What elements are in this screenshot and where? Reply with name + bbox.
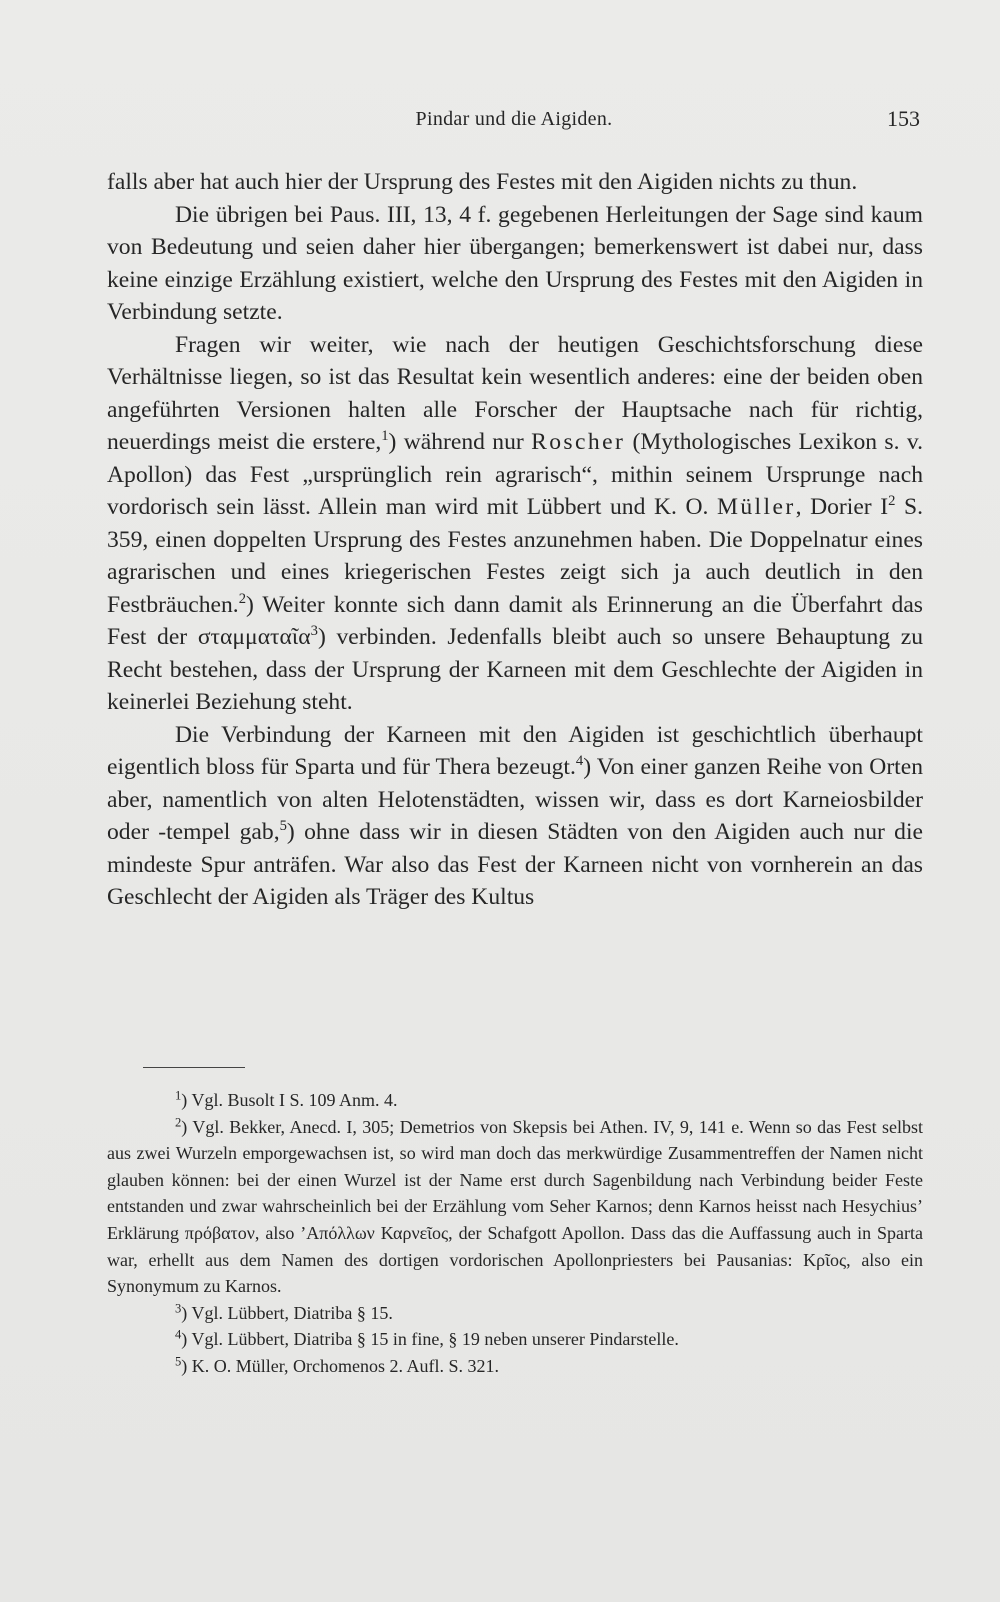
footnote-2 xyxy=(107,1114,923,1300)
edition-superscript: 2 xyxy=(888,493,896,510)
footnote-4 xyxy=(107,1326,923,1353)
paragraph-3-text-f: ) Weiter konnte sich dann damit als Erinnerung an die Überfahrt das Fest der σταμματαῖα xyxy=(107,591,923,650)
paragraph-4-text-b: ) Von einer ganzen Reihe von Orten aber, namentlich von alten Helotenstädten, wissen wir, dass es dort Karneiosbilder oder -tempel gab, xyxy=(107,754,923,845)
paragraph-3 xyxy=(107,329,923,719)
footnote-3-text: ) Vgl. Lübbert, Diatriba § 15. xyxy=(181,1302,393,1323)
footnote-3-mark: 3 xyxy=(175,1301,182,1316)
author-mueller: Müller xyxy=(716,494,796,520)
paragraph-3-text-g: ) verbinden. Jedenfalls bleibt auch so unsere Behauptung zu Recht bestehen, dass der Ursprung der Karneen mit dem Geschlechte der Aigiden in keinerlei Beziehung steht. xyxy=(107,624,924,715)
footnote-rule xyxy=(143,1067,245,1068)
page-header xyxy=(108,108,920,138)
footnote-5 xyxy=(107,1353,923,1380)
running-head: Pindar und die Aigiden. xyxy=(415,108,613,130)
paragraph-3-text-a: Fragen wir weiter, wie nach der heutigen Geschichtsforschung diese Verhältnisse liegen, so ist das Resultat kein wesentlich anderes: eine der beiden oben angeführten Versionen halten alle Forscher der Hauptsache nach für richtig, neuerdings meist die erstere, xyxy=(107,331,923,455)
paragraph-4 xyxy=(107,719,923,914)
page-number: 153 xyxy=(887,106,920,131)
footnote-ref-3: 3 xyxy=(310,623,318,640)
footnote-1 xyxy=(107,1087,923,1114)
footnote-ref-5: 5 xyxy=(279,818,287,835)
footnote-5-text: ) K. O. Müller, Orchomenos 2. Aufl. S. 321. xyxy=(181,1355,500,1376)
footnote-1-text: ) Vgl. Busolt I S. 109 Anm. 4. xyxy=(181,1090,398,1110)
footnote-2-mark: 2 xyxy=(175,1115,182,1130)
footnote-2-text: ) Vgl. Bekker, Anecd. I, 305; Demetrios von Skepsis bei Athen. IV, 9, 141 e. Wenn so das Fest selbst aus zwei Wurzeln emporgewachsen ist, so wird man doch das merkwürdige Zusammentreffen der Namen nicht glauben können: bei der einen Wurzel ist der Name erst durch Sagenbildung nach Verbindung beider Feste entstanden und zwar wahrscheinlich bei der Erzählung vom Seher Karnos; denn Karnos heisst nach Hesychius’ Erklärung πρόβατον, also ’Απόλλων Καρνεῖος, der Schafgott Apollon. Dass das die Auffassung auch in Sparta war, erhellt aus dem Namen des dortigen vordorischen Apollonpriesters bei Pausanias: Κρῖος, also ein Synonymum zu Karnos. xyxy=(107,1116,923,1297)
paragraph-4-text-a: Die Verbindung der Karneen mit den Aigiden ist geschichtlich überhaupt eigentlich bloss für Sparta und für Thera bezeugt. xyxy=(107,721,923,780)
footnote-ref-4: 4 xyxy=(575,753,584,770)
footnote-3 xyxy=(107,1300,923,1327)
footnote-5-mark: 5 xyxy=(175,1354,182,1369)
paragraph-1: falls aber hat auch hier der Ursprung des Festes mit den Aigiden nichts zu thun. xyxy=(107,169,858,195)
author-roscher: Roscher xyxy=(531,429,626,455)
footnote-1-mark: 1 xyxy=(175,1088,182,1103)
paragraph-4-text-c: ) ohne dass wir in diesen Städten von den Aigiden auch nur die mindeste Spur anträfen. War also das Fest der Karneen nicht von vornherein an das Geschlecht der Aigiden als Träger des Kultus xyxy=(107,819,923,910)
paragraph-2: Die übrigen bei Paus. III, 13, 4 f. gegebenen Herleitungen der Sage sind kaum von Bedeutung und seien daher hier übergangen; bemerkenswert ist dabei nur, dass keine einzige Erzählung existiert, welche den Ursprung des Festes mit den Aigiden in Verbindung setzte. xyxy=(107,201,923,325)
footnote-ref-2: 2 xyxy=(238,590,247,607)
paragraph-3-text-b: ) während nur xyxy=(388,429,532,455)
footnote-ref-1: 1 xyxy=(381,428,389,445)
paragraph-3-text-e: S. 359, einen doppelten Ursprung des Festes anzunehmen haben. Die Doppelnatur eines agrarischen und eines kriegerischen Festes zeigt sich ja auch deutlich in den Festbräuchen. xyxy=(107,494,923,618)
footnote-4-mark: 4 xyxy=(175,1328,182,1343)
footnotes xyxy=(107,1087,923,1380)
main-text xyxy=(107,166,923,914)
footnote-4-text: ) Vgl. Lübbert, Diatriba § 15 in fine, § 19 neben unserer Pindarstelle. xyxy=(181,1329,679,1350)
paragraph-3-text-c: (Mythologisches Lexikon s. v. Apollon) das Fest „ursprünglich rein agrarisch“, mithin seinem Ursprunge nach vordorisch sein lässt. Allein man wird mit Lübbert und K. O. xyxy=(107,429,924,520)
paragraph-3-text-d: , Dorier I xyxy=(795,494,889,520)
